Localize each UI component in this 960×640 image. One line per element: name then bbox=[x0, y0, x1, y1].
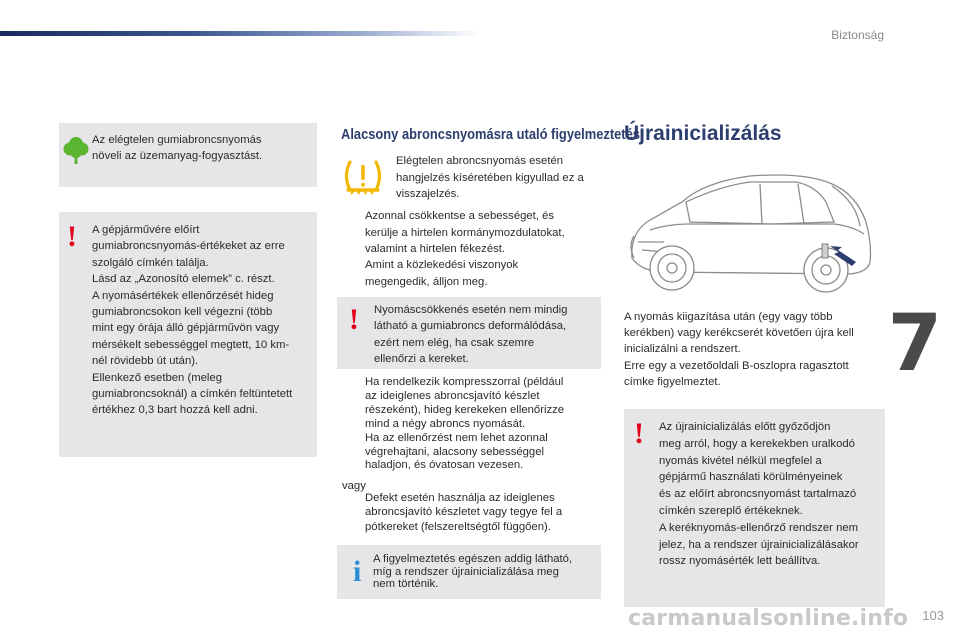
reinit-description bbox=[624, 309, 894, 390]
deformation-warning-line: Nyomáscsökkenés esetén nem mindig bbox=[374, 304, 568, 316]
reinit-warning-line: Az újrainicializálás előtt győződjön bbox=[659, 421, 831, 433]
warning-note-text bbox=[92, 222, 318, 419]
info-icon: i bbox=[353, 555, 362, 588]
info-note-text bbox=[373, 553, 597, 591]
reinit-warning-line: jelez, ha a rendszer újrainicializálásakor bbox=[659, 538, 859, 551]
instruction-line: kerülje a hirtelen kormánymozdulatokat, bbox=[365, 226, 565, 239]
warning-note-line: nél rövidebb út után). bbox=[92, 355, 199, 368]
chapter-number: 7 bbox=[887, 299, 942, 389]
instruction-line: Azonnal csökkentse a sebességet, és bbox=[365, 210, 555, 222]
tyre-pressure-warning-icon bbox=[340, 156, 386, 201]
info-note-line: nem történik. bbox=[373, 578, 439, 591]
exclamation-icon: ! bbox=[634, 417, 644, 450]
page-number: 103 bbox=[922, 608, 944, 623]
warning-note-line: gumiabroncsnyomás-értékeket az erre bbox=[92, 240, 285, 253]
intro-line: Elégtelen abroncsnyomás esetén bbox=[396, 155, 564, 167]
instruction-item bbox=[342, 208, 604, 258]
watermark: carmanualsonline.info bbox=[628, 606, 909, 631]
instruction-text bbox=[365, 208, 565, 258]
instruction-text bbox=[365, 257, 518, 290]
reinit-description-line: A nyomás kiigazítása után (egy vagy több bbox=[624, 311, 833, 323]
section-heading: Alacsony abroncsnyomásra utaló figyelmeztetés bbox=[341, 126, 640, 143]
intro-line: hangjelzés kíséretében kigyullad ez a bbox=[396, 171, 584, 184]
warning-note-line: értékhez 0,3 bart hozzá kell adni. bbox=[92, 404, 258, 417]
compressor-line: Ha rendelkezik kompresszorral (például bbox=[365, 376, 564, 388]
eco-note-box bbox=[59, 123, 317, 187]
deformation-warning-text bbox=[374, 302, 594, 368]
reinit-heading: Újrainicializálás bbox=[624, 122, 782, 145]
deformation-warning-box bbox=[337, 297, 601, 369]
exclamation-icon: ! bbox=[67, 220, 77, 253]
reinit-warning-line: nyomás kivétel nélkül megfelel a bbox=[659, 454, 822, 467]
compressor-text bbox=[365, 376, 564, 473]
intro-line: visszajelzés. bbox=[396, 188, 460, 201]
instruction-line: megengedik, álljon meg. bbox=[365, 275, 488, 288]
deformation-warning-line: látható a gumiabroncs deformálódása, bbox=[374, 320, 567, 333]
warning-note-line: Ellenkező esetben (meleg bbox=[92, 371, 222, 384]
compressor-line: végrehajtani, alacsony sebességgel bbox=[365, 445, 544, 458]
info-note-box bbox=[337, 545, 601, 599]
repair-kit-item bbox=[342, 491, 604, 534]
reinit-warning-line: rossz nyomásérték lett beállítva. bbox=[659, 555, 821, 568]
compressor-line: az ideiglenes abroncsjavító készlet bbox=[365, 389, 540, 402]
warning-note-line: gumiabroncsoknál) a címkén feltüntetett bbox=[92, 388, 293, 401]
instruction-line: Amint a közlekedési viszonyok bbox=[365, 259, 519, 271]
reinit-warning-line: és az előírt abroncsnyomást tartalmazó bbox=[659, 488, 857, 501]
instruction-item bbox=[342, 257, 604, 290]
car-b-pillar-label-illustration bbox=[620, 162, 882, 301]
reinit-warning-box bbox=[624, 409, 885, 607]
warning-note-line: gumiabroncsokon kell végezni (több bbox=[92, 306, 273, 319]
warning-note-box bbox=[59, 212, 317, 457]
info-note-line: míg a rendszer újrainicializálása meg bbox=[373, 565, 559, 578]
warning-note-line: A nyomásértékek ellenőrzését hideg bbox=[92, 289, 274, 302]
warning-note-line: mérsékelt sebességgel megtett, 10 km- bbox=[92, 338, 290, 351]
eco-note-text: Az elégtelen gumiabroncsnyomás növeli az üzemanyag-fogyasztást. bbox=[92, 134, 263, 163]
info-note-line: A figyelmeztetés egészen addig látható, bbox=[373, 553, 573, 565]
repair-kit-text bbox=[365, 491, 562, 534]
compressor-line: Ha az ellenőrzést nem lehet azonnal bbox=[365, 431, 548, 444]
section-title: Biztonság bbox=[831, 28, 884, 42]
reinit-description-line: inicializálni a rendszert. bbox=[624, 343, 741, 356]
repair-kit-line: pótkereket (felszereltségtől függően). bbox=[365, 520, 551, 533]
deformation-warning-line: ellenőrzi a kereket. bbox=[374, 353, 469, 366]
instruction-line: valamint a hirtelen fékezést. bbox=[365, 243, 506, 256]
tree-eco-icon bbox=[63, 135, 89, 170]
warning-note-line: Lásd az „Azonosító elemek” c. részt. bbox=[92, 273, 275, 286]
reinit-warning-line: A keréknyomás-ellenőrző rendszer nem bbox=[659, 521, 859, 534]
compressor-line: részeként), hideg kerekeken ellenőrizze bbox=[365, 403, 565, 416]
reinit-warning-line: meg arról, hogy a kerekekben uralkodó bbox=[659, 437, 855, 450]
compressor-line: mind a négy abroncs nyomását. bbox=[365, 417, 526, 430]
compressor-item bbox=[342, 376, 604, 473]
reinit-warning-line: címkén szereplő értékeknek. bbox=[659, 504, 803, 517]
warning-note-line: szolgáló címkén találja. bbox=[92, 256, 209, 269]
compressor-line: haladjon, és óvatosan vezesen. bbox=[365, 459, 524, 472]
reinit-description-line: kerékben) vagy kerékcserét követően újra kell bbox=[624, 327, 854, 340]
reinit-description-line: címke figyelmeztet. bbox=[624, 375, 721, 388]
reinit-warning-line: gépjármű használati körülményeinek bbox=[659, 471, 843, 484]
repair-kit-line: Defekt esetén használja az ideiglenes bbox=[365, 492, 555, 504]
or-separator: vagy bbox=[342, 480, 366, 492]
deformation-warning-line: ezért nem elég, ha csak szemre bbox=[374, 336, 535, 349]
header-accent-bar bbox=[0, 31, 480, 36]
warning-note-line: A gépjárművére előírt bbox=[92, 224, 200, 236]
reinit-description-line: Erre egy a vezetőoldali B-oszlopra ragasztott bbox=[624, 359, 849, 372]
warning-note-line: mint egy órája álló gépjárművön vagy bbox=[92, 322, 280, 335]
reinit-warning-text bbox=[659, 419, 885, 570]
repair-kit-line: abroncsjavító készletet vagy tegye fel a bbox=[365, 506, 563, 519]
warning-intro-text bbox=[396, 153, 606, 203]
exclamation-icon: ! bbox=[349, 303, 359, 336]
